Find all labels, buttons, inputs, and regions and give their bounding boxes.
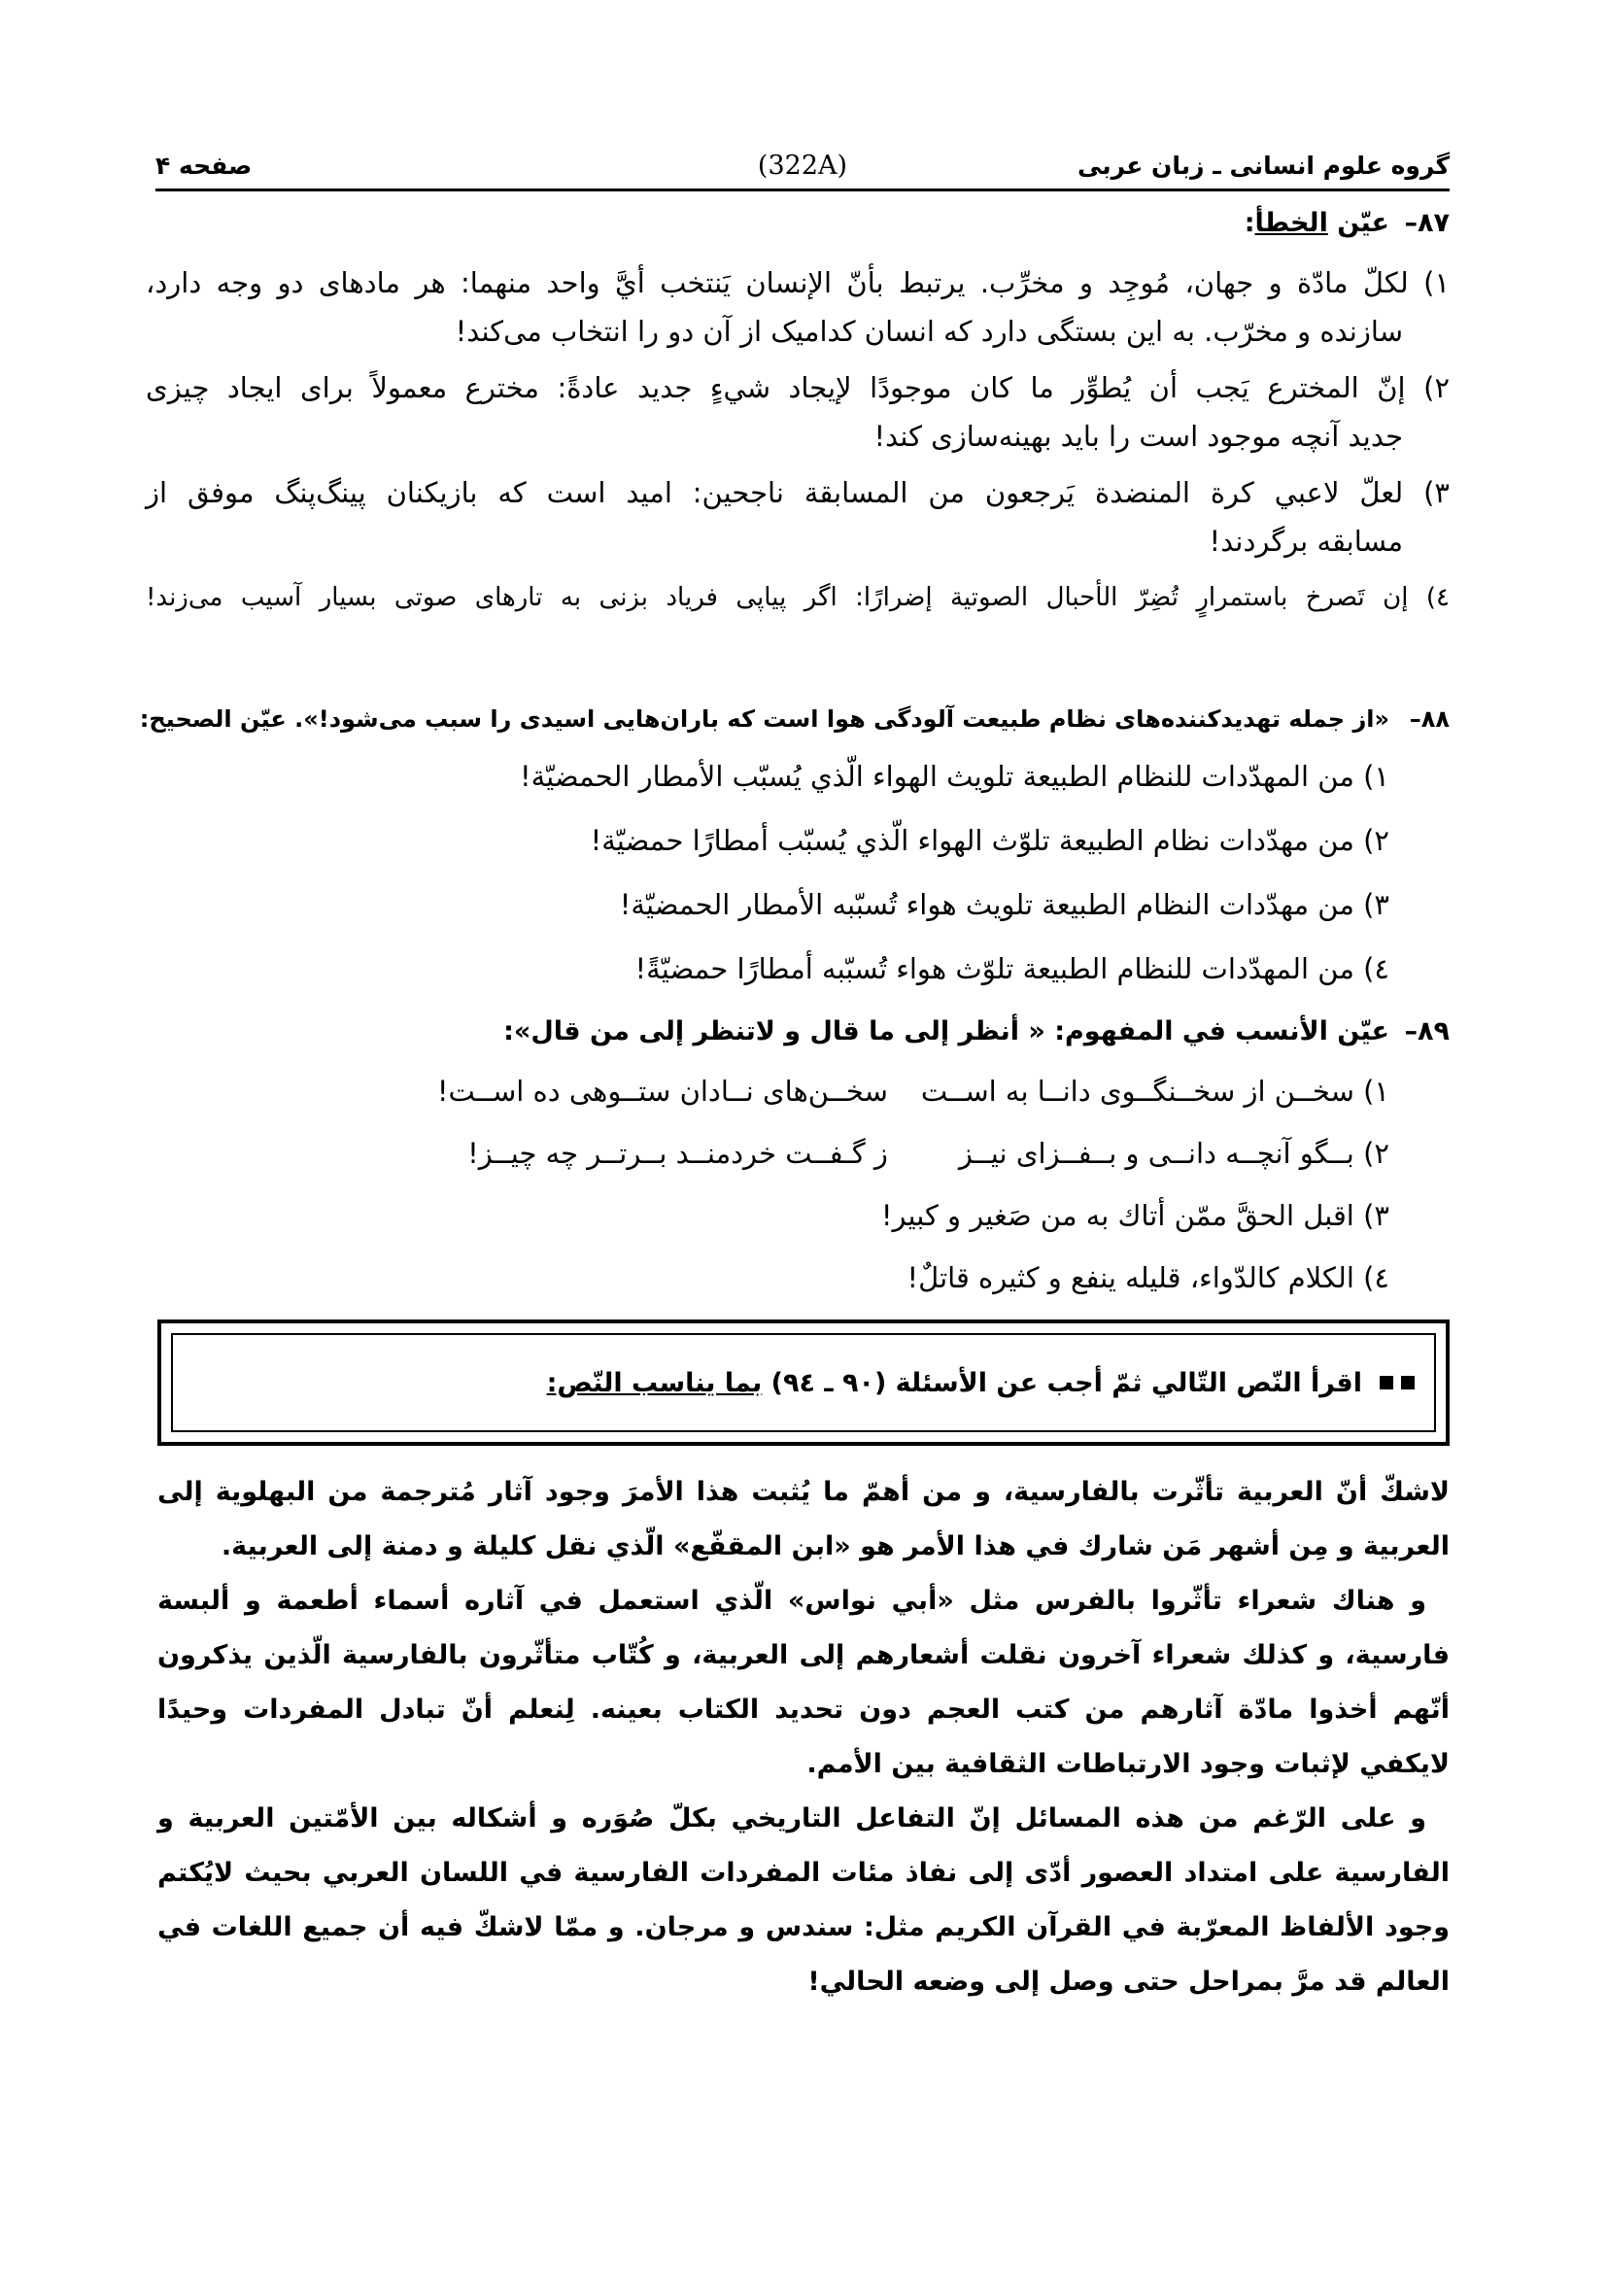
option-4: ٤) الکلام کالدّواء، قلیله ینفع و کثیره قاتلٌ! <box>906 1261 1389 1294</box>
option-1: ۱) سخــن از سخــنگــوی دانــا به اســتسخــن‌های نــادان ستــوهی ده اســت! <box>146 1065 1450 1117</box>
option-1: ۱) من المهدّدات للنظام الطبیعة تلویث الهواء الّذي یُسبّب الأمطار الحمضیّة! <box>519 760 1389 793</box>
option-4: ٤) من المهدّدات للنظام الطبیعة تلوّث هواء تُسبّبه أمطارًا حمضیّةً! <box>634 952 1389 985</box>
page-header <box>155 146 1450 185</box>
verse-hemistich-1: بــگو آنچــه دانــی و بــفــزای نیــز <box>958 1137 1354 1170</box>
question-88-prompt: ۸۸–«از جمله تهدیدکننده‌های نظام طبیعت آلودگی هوا است که باران‌هایی اسیدی را سبب می‌شود!». عیّن الصحیح: <box>146 698 1450 740</box>
question-87 <box>146 202 1450 622</box>
question-number: ۸۹– <box>1404 1016 1450 1046</box>
square-bullet-icon <box>1380 1376 1393 1389</box>
verse-hemistich-1: سخــن از سخــنگــوی دانــا به اســت <box>920 1075 1354 1108</box>
option-3: ۳) من مهدّدات النظام الطبیعة تلویث هواء تُسبّبه الأمطار الحمضیّة! <box>619 888 1389 921</box>
option-3: ۳) لعلّ لاعبي کرة المنضدة یَرجعون من المسابقة ناجحین: امید است که بازیکنان پینگ‌پنگ موفق از <box>146 476 1450 509</box>
passage-paragraph-1: لاشكّ أنّ العربیة تأثّرت بالفارسیة، و من أهمّ ما یُثبت هذا الأمرَ وجود آثار مُترجمة من البهلویة إلی العربیة و مِن أشهر مَن شارك في هذا الأمر هو «ابن المقفّع» الّذي نقل کلیلة و دمنة إلی العربیة. <box>157 1477 1450 1561</box>
verse-hemistich-2: ز گـفــت خردمنــد بــرتــر چه چیــز! <box>467 1137 888 1170</box>
reading-passage <box>157 1465 1450 2009</box>
verse-hemistich-2: سخــن‌های نــادان ستــوهی ده اســت! <box>436 1075 888 1108</box>
option-3: ۳) اقبل الحقَّ ممّن أتاك به من صَغیر و کبیر! <box>880 1199 1389 1232</box>
header-code: (322A) <box>757 150 848 181</box>
option-1: ۱) لکلّ مادّة و جهان، مُوجِد و مخرِّب. یرتبط بأنّ الإنسان یَنتخب أيَّ واحد منهما: هر مادهای دو وجه دارد، <box>146 266 1451 299</box>
question-88 <box>139 698 1450 995</box>
instruction-text: اقرأ النّص التّالي ثمّ أجب عن الأسئلة (۹۰ ـ ۹٤) بما یناسب النّص: <box>546 1367 1362 1398</box>
instruction-box <box>157 1319 1450 1446</box>
question-89-prompt: ۸۹–عیّن الأنسب في المفهوم: « أنظر إلی ما قال و لاتنظر إلی من قال»: <box>146 1011 1450 1053</box>
underlined-word: الخطأ <box>1254 208 1328 238</box>
option-2: ۲) إنّ المخترع یَجب أن یُطوِّر ما کان موجودًا لإیجاد شيءٍ جدید عادةً: مخترع معمولاً برای ایجاد چیزی <box>146 371 1451 404</box>
passage-paragraph-3: و علی الرّغم من هذه المسائل إنّ التفاعل التاریخي بکلّ صُوَره و أشکاله بین الأمّتین العربیة و الفارسیة علی امتداد العصور أدّی إلی نفاذ مئات المفردات الفارسیة في اللسان العربي بحیث لایُکتم وجود الألفاظ المعرّبة في القرآن الکریم مثل: سندس و مرجان. و ممّا لاشكّ فیه أن جمیع اللغات في العالم قد مرَّ بمراحل حتی وصل إلی وضعه الحالي! <box>157 1803 1450 1997</box>
question-88-options <box>146 750 1450 995</box>
option-1-cont: سازنده و مخرّب. به این بستگی دارد که انسان کدامیک از آن دو را انتخاب می‌کند! <box>455 315 1403 348</box>
instruction-box-inner <box>171 1333 1436 1432</box>
question-89-options <box>146 1065 1450 1304</box>
header-divider <box>155 188 1450 191</box>
question-87-options <box>146 258 1450 622</box>
square-bullet-icon <box>1401 1376 1415 1389</box>
passage-paragraph-2: و هناك شعراء تأثّروا بالفرس مثل «أبي نواس» الّذي استعمل في آثاره أسماء أطعمة و ألبسة فارسیة، و کذلك شعراء آخرون نقلت أشعارهم إلی العربیة، و کُتّاب متأثّرون بالفارسیة الّذین یذکرون أنّهم أخذوا مادّة آثارهم من کتب العجم دون تحدید الکتاب بعینه. لِنعلم أنّ تبادل المفردات وحیدًا لایکفي لإثبات وجود الارتباطات الثقافیة بین الأمم. <box>157 1586 1450 1779</box>
question-number: ۸۷– <box>1404 208 1450 238</box>
option-2: ۲) بــگو آنچــه دانــی و بــفــزای نیــزز گـفــت خردمنــد بــرتــر چه چیــز! <box>146 1127 1450 1180</box>
question-87-prompt: ۸۷–عیّن الخطأ: <box>146 202 1450 245</box>
question-89 <box>146 1011 1450 1304</box>
option-2: ۲) من مهدّدات نظام الطبیعة تلوّث الهواء الّذي یُسبّب أمطارًا حمضیّة! <box>590 824 1389 857</box>
header-subject: گروه علوم انسانی ـ زبان عربی <box>1077 151 1450 180</box>
option-4: ٤) إن تَصرخ باستمرارٍ تُضِرّ الأحبال الصوتیة إضرارًا: اگر پیاپی فریاد بزنی به تارهای صوتی بسیار آسیب می‌زند! <box>146 583 1451 612</box>
header-page-number: صفحه ۴ <box>155 151 253 180</box>
question-number: ۸۸– <box>1409 705 1450 733</box>
option-3-cont: مسابقه برگردند! <box>1209 525 1403 558</box>
option-2-cont: جدید آنچه موجود است را باید بهینه‌سازی کند! <box>873 420 1403 453</box>
